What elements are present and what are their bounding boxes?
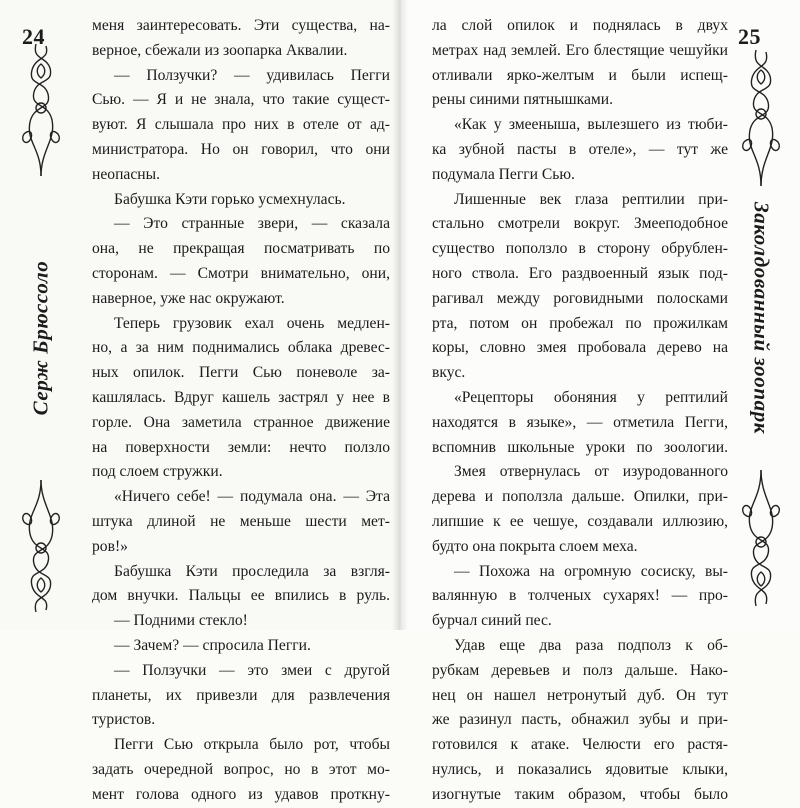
running-head-book-title: Заколдованный зоопарк [749,201,774,435]
text-line: ка зубной пасты в отеле», — тут же [432,140,728,158]
text-line: липшие к ее чешуе, создавали иллюзию, [432,512,728,530]
right-running-head [736,38,786,628]
text-line: горле. Она заметила странное движение [92,413,390,431]
text-line: Теперь грузовик ехал очень медлен- [114,314,390,332]
text-line: на поверхности земли: нечто ползло [92,438,390,456]
text-line: находятся в языке», — отметила Пегги, [432,413,728,431]
text-line: туристов. [92,711,156,729]
text-line: наверное, уже нас окружают. [92,289,285,307]
running-head-author: Серж Брюссоло [28,260,53,416]
text-line: коры, словно змея пробовала дерево на [432,339,728,357]
text-line: сторонам. — Смотри внимательно, они, [92,264,390,282]
text-line: вкус. [432,364,466,382]
text-line: — Подними стекло! [114,612,248,630]
text-line: кашлялась. Вдруг кашель застрял у нее в [92,388,390,406]
text-line: подумала Пегги Сью. [432,165,575,183]
left-page-text [92,14,390,808]
text-line: рубкам деревьев и полз дальше. Нако- [432,661,728,679]
text-line: Лишенные век глаза рептилии при- [454,190,728,208]
text-line: дом внучки. Пальцы ее впились в руль. [92,587,390,605]
text-line: же разинул пасть, обнажил зубы и при- [432,711,728,729]
left-running-head [16,38,66,628]
text-line: — Похожа на огромную сосиску, вы- [454,562,728,580]
text-line: министратора. Но он говорил, что они [92,140,390,158]
text-line: — Ползучки — это змеи с другой [114,661,390,679]
text-line: она, не прекращая посматривать по [92,240,390,258]
text-line: ров!» [92,537,128,555]
text-line: готовился к атаке. Челюсти его растя- [432,736,728,754]
page-number-left: 24 [22,24,45,49]
text-line: Бабушка Кэти горько усмехнулась. [114,190,346,208]
text-line: — Зачем? — спросила Пегги. [114,636,311,654]
text-line: будто она покрыта слоем меха. [432,537,638,555]
ornament-left-bottom [16,478,66,618]
text-line: Змея отвернулась от изуродованного [454,463,728,481]
text-line: ных опилок. Пегги Сью поневоле за- [92,364,390,382]
book-gutter [392,0,408,630]
text-line: меня заинтересовать. Эти существа, на- [92,17,390,34]
text-line: ного ствола. Его раздвоенный язык под- [432,264,728,282]
text-line: неопасны. [92,165,160,183]
text-line: метрах над землей. Его блестящие чешуйки [432,41,728,59]
text-line: «Ничего себе! — подумала она. — Эта [114,488,390,506]
text-line: штука длиной не меньше шести мет- [92,512,390,530]
text-line: отливали ярко-желтым и были испещ- [432,66,728,84]
text-line: Пегги Сью открыла было рот, чтобы [114,736,390,754]
text-line: под слоем стружки. [92,463,223,481]
text-line: изогнутые таким образом, чтобы было [432,785,728,803]
text-line: — Ползучки? — удивилась Пегги [114,66,390,84]
text-line: мент голова одного из удавов проткну- [92,785,390,803]
ornament-left-top [16,38,66,178]
text-line: Сью. — Я и не знала, что такие сущест- [92,91,390,109]
right-page [400,0,800,803]
text-line: задать очередной вопрос, но в этот мо- [92,760,390,778]
text-line: «Как у змееныша, вылезшего из тюби- [454,116,728,134]
text-line: Бабушка Кэти проследила за взгля- [114,562,390,580]
left-page [0,0,400,803]
right-page-text [432,14,728,808]
text-line: бурчал синий пес. [432,612,552,630]
text-line: — Это странные звери, — сказала [114,215,390,233]
text-line: нец он нашел нетронутый дуб. Он тут [432,686,728,704]
text-line: дерева и поползла дальше. Опилки, при- [432,488,728,506]
ornament-right-top [736,38,786,188]
ornament-right-bottom [736,468,786,618]
text-line: но, а за ним поднимались облака древес- [92,339,390,357]
text-line: нулись, и показались ядовитые клыки, [432,760,728,778]
text-line: вспомнив школьные уроки по зоологии. [432,438,728,456]
text-line: планеты, их привезли для развлечения [92,686,390,704]
text-line: существо поползло в сторону обрублен- [432,240,728,258]
text-line: верное, сбежали из зоопарка Аквалии. [92,41,348,59]
text-line: ла слой опилок и поднялась в двух [432,17,728,34]
text-line: «Рецепторы обоняния у рептилий [454,388,728,406]
text-line: валянную в толченых сухарях! — про- [432,587,728,605]
text-line: стально смотрели вокруг. Змееподобное [432,215,728,233]
text-line: рта, потом он пробежал по прожилкам [432,314,728,332]
text-line: рагивал между роговидными полосками [432,289,728,307]
text-line: Удав еще два раза подполз к об- [454,636,728,654]
page-number-right: 25 [738,24,761,49]
text-line: вуют. Я слышала про них в отеле от ад- [92,116,390,134]
text-line: рены синими пятнышками. [432,91,614,109]
